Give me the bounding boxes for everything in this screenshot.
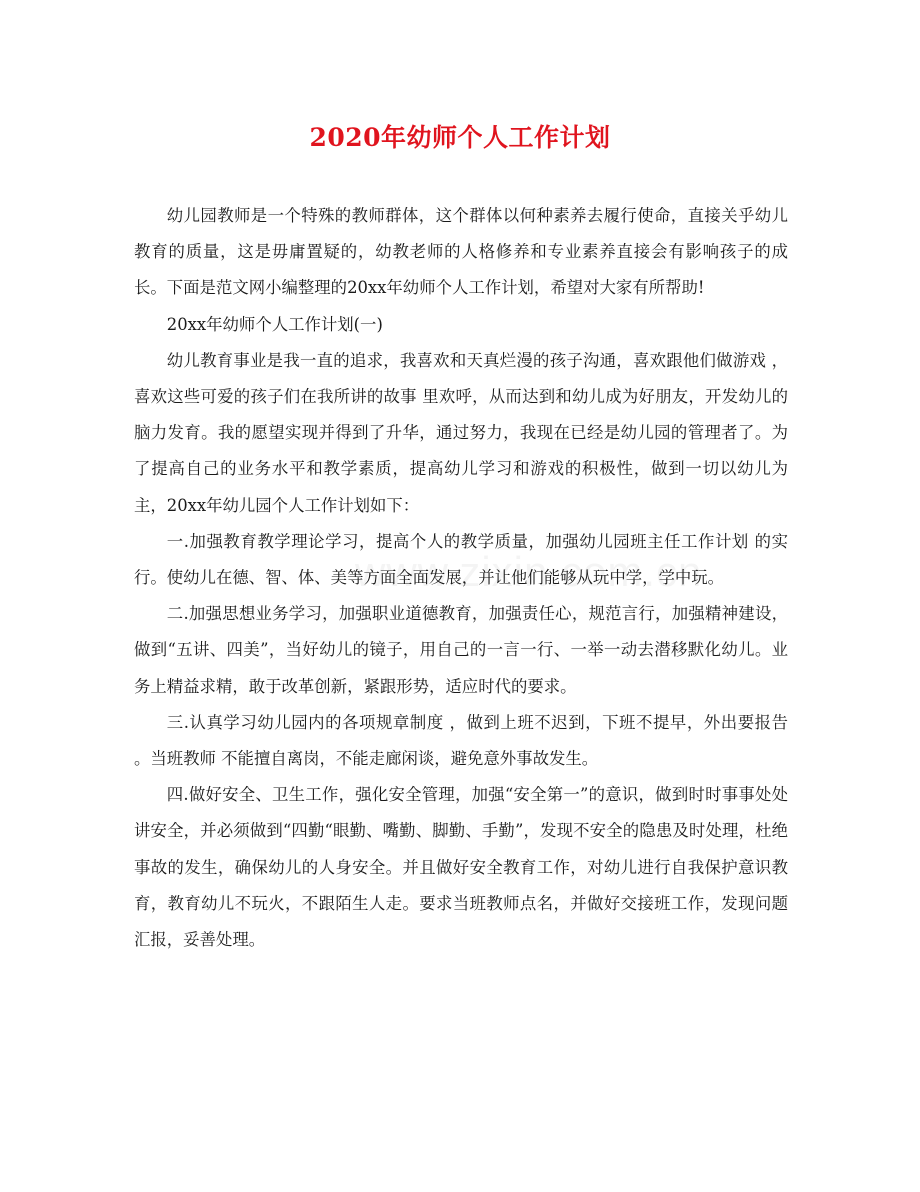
paragraph-item-3: 三.认真学习幼儿园内的各项规章制度 ，做到上班不迟到，下班不提早，外出要报告 。当班教师 不能擅自离岗，不能走廊闲谈，避免意外事故发生。 — [134, 712, 788, 769]
paragraph-intro: 幼儿园教师是一个特殊的教师群体，这个群体以何种素养去履行使命，直接关乎幼儿教育的质量，这是毋庸置疑的，幼教老师的人格修养和专业素养直接会有影响孩子的成长。下面是范文网小编整理的20xx年幼师个人工作计划，希望对大家有所帮助! — [134, 206, 788, 298]
document-body — [134, 198, 788, 958]
paragraph-item-4: 四.做好安全、卫生工作，强化安全管理，加强“安全第一”的意识，做到时时事事处处讲安全，并必须做到“四勤“眼勤、嘴勤、脚勤、手勤”，发现不安全的隐患及时处理，杜绝事故的发生，确保幼儿的人身安全。并且做好安全教育工作，对幼儿进行自我保护意识教育，教育幼儿不玩火，不跟陌生人走。要求当班教师点名，并做好交接班工作，发现问题汇报，妥善处理。 — [134, 785, 788, 950]
paragraph-item-2: 二.加强思想业务学习，加强职业道德教育，加强责任心，规范言行，加强精神建设，做到“五讲、四美”，当好幼儿的镜子，用自己的一言一行、一举一动去潜移默化幼儿。业务上精益求精，敢于改革创新，紧跟形势，适应时代的要求。 — [134, 604, 788, 696]
paragraph-item-1: 一.加强教育教学理论学习，提高个人的教学质量，加强幼儿园班主任工作计划 的实行。使幼儿在德、智、体、美等方面全面发展，并让他们能够从玩中学，学中玩。 — [134, 531, 788, 588]
document-title: 2020年幼师个人工作计划 — [309, 123, 611, 152]
section-heading: 20xx年幼师个人工作计划(一) — [166, 314, 383, 334]
paragraph-overview: 幼儿教育事业是我一直的追求，我喜欢和天真烂漫的孩子沟通，喜欢跟他们做游戏 ，喜欢这些可爱的孩子们在我所讲的故事 里欢呼，从而达到和幼儿成为好朋友，开发幼儿的脑力发育。我的愿望实现并得到了升华，通过努力，我现在已经是幼儿园的管理者了。为了提高自己的业务水平和教学素质，提高幼儿学习和游戏的积极性，做到一切以幼儿为主，20xx年幼儿园个人工作计划如下： — [134, 350, 788, 515]
